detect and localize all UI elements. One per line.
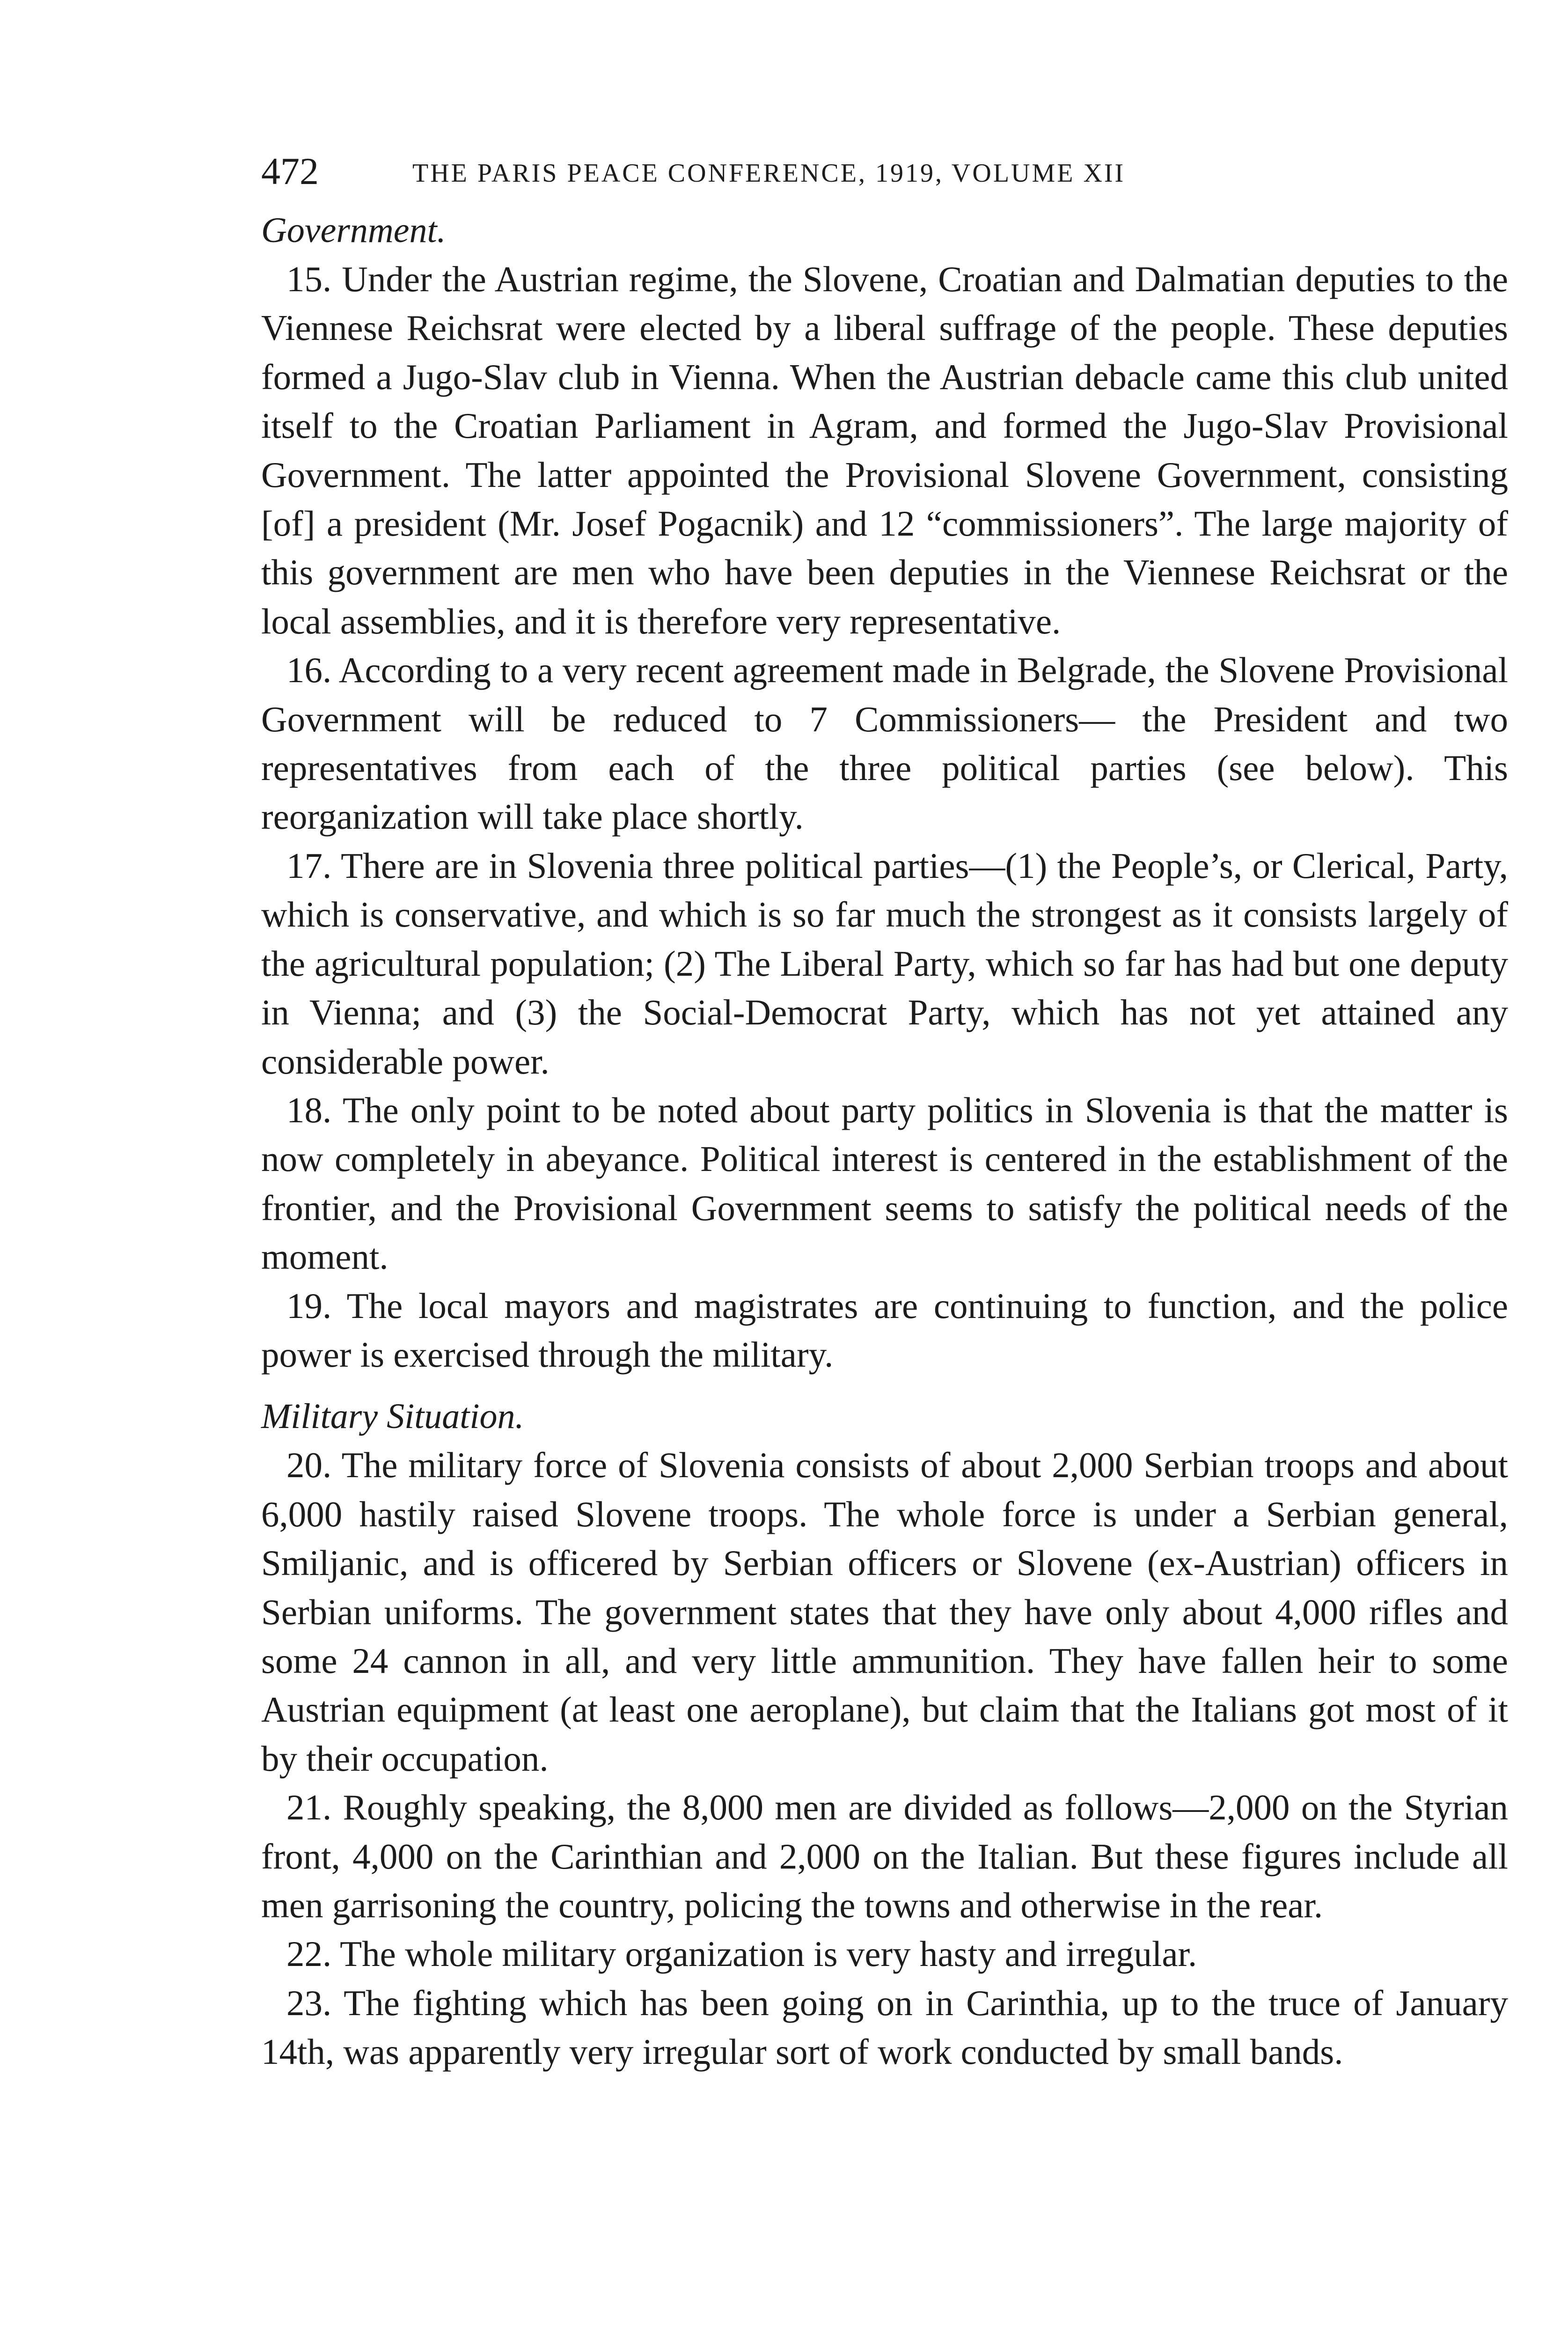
section-military-situation: [261, 1392, 1508, 2076]
paragraph-17: 17. There are in Slovenia three political parties—(1) the People’s, or Clerical, Party, which is conservative, and which is so far much the strongest as it consists largely of the agricultural population; (2) The Liberal Party, which so far has had but one deputy in Vienna; and (3) the Social-Democrat Party, which has not yet attained any considerable power.: [261, 845, 1508, 1082]
running-head: [261, 140, 1508, 206]
section-heading-government: Government.: [261, 211, 446, 250]
paragraph-16: 16. According to a very recent agreement made in Belgrade, the Slovene Provisional Government will be reduced to 7 Commissioners— the President and two representatives from each of the three political parties (see below). This reorganization will take place shortly.: [261, 650, 1508, 837]
paragraph-21: 21. Roughly speaking, the 8,000 men are divided as follows—2,000 on the Styrian front, 4,000 on the Carinthian and 2,000 on the Italian. But these figures include all men garrisoning the country, policing the towns and otherwise in the rear.: [261, 1787, 1508, 1925]
page-number: 472: [261, 150, 319, 192]
paragraph-19: 19. The local mayors and magistrates are continuing to function, and the police power is exercised through the military.: [261, 1285, 1508, 1375]
paragraph-23: 23. The fighting which has been going on in Carinthia, up to the truce of January 14th, was apparently very irregular sort of work conducted by small bands.: [261, 1982, 1508, 2072]
paragraph-20: 20. The military force of Slovenia consists of about 2,000 Serbian troops and about 6,000 hastily raised Slovene troops. The whole force is under a Serbian general, Smiljanic, and is officered by Serbian officers or Slovene (ex-Austrian) officers in Serbian uniforms. The government states that they have only about 4,000 rifles and some 24 cannon in all, and very little ammunition. They have fallen heir to some Austrian equipment (at least one aeroplane), but claim that the Italians got most of it by their occupation.: [261, 1445, 1508, 1779]
paragraph-18: 18. The only point to be noted about party politics in Slovenia is that the matter is now completely in abeyance. Political interest is centered in the establishment of the frontier, and the Provisional Government seems to satisfy the political needs of the moment.: [261, 1090, 1508, 1277]
section-government: [261, 206, 1508, 1379]
running-title: THE PARIS PEACE CONFERENCE, 1919, VOLUME XII: [412, 159, 1126, 188]
paragraph-15: 15. Under the Austrian regime, the Slovene, Croatian and Dalmatian deputies to the Viennese Reichsrat were elected by a liberal suffrage of the people. These deputies formed a Jugo-Slav club in Vienna. When the Austrian debacle came this club united itself to the Croatian Parliament in Agram, and formed the Jugo-Slav Provisional Government. The latter appointed the Provisional Slovene Government, consisting [of] a president (Mr. Josef Pogacnik) and 12 “commissioners”. The large majority of this government are men who have been deputies in the Viennese Reichsrat or the local assemblies, and it is therefore very representative.: [261, 259, 1508, 641]
document-page: [261, 140, 1508, 2076]
paragraph-22: 22. The whole military organization is very hasty and irregular.: [286, 1934, 1197, 1974]
section-heading-military-situation: Military Situation.: [261, 1397, 524, 1436]
